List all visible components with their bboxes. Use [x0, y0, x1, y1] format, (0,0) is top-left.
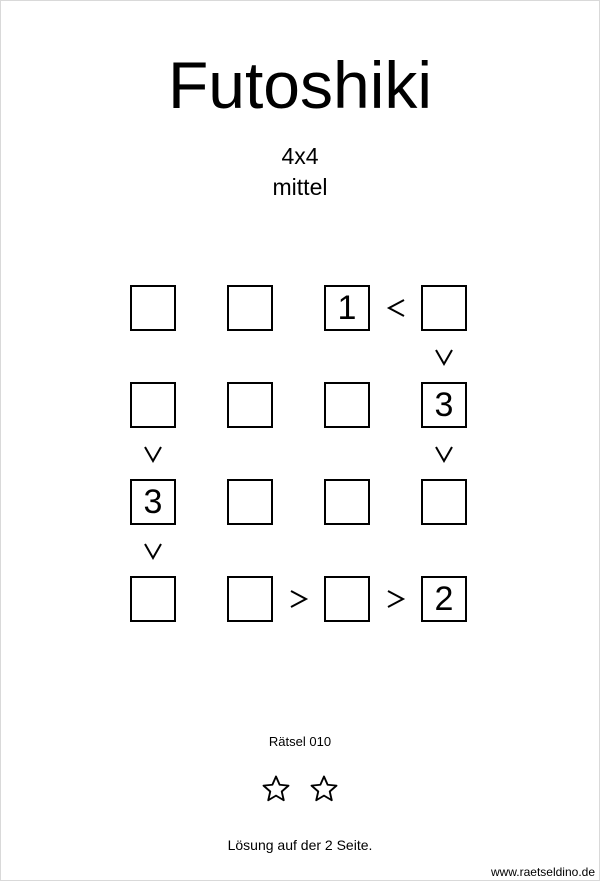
grid-cell[interactable]: [421, 479, 467, 525]
grid-cell: 2: [421, 576, 467, 622]
solution-note: Lösung auf der 2 Seite.: [227, 837, 373, 853]
grid-cell[interactable]: [227, 285, 273, 331]
grid-size-label: 4x4: [281, 143, 319, 169]
grid-cell[interactable]: [324, 479, 370, 525]
greater-than-sign: [384, 587, 408, 611]
difficulty-stars: [1, 774, 599, 804]
grid-cell[interactable]: [421, 285, 467, 331]
star-outline-icon: [261, 774, 291, 804]
grid-cell: 3: [130, 479, 176, 525]
greater-than-vertical-sign: [432, 345, 456, 369]
greater-than-vertical-sign: [141, 442, 165, 466]
grid-cell[interactable]: [130, 285, 176, 331]
greater-than-vertical-sign: [432, 442, 456, 466]
less-than-sign: [384, 296, 408, 320]
grid-cell[interactable]: [227, 479, 273, 525]
puzzle-number: Rätsel 010: [268, 734, 332, 749]
greater-than-vertical-sign: [141, 539, 165, 563]
grid-cell: 1: [324, 285, 370, 331]
page-title: Futoshiki: [167, 48, 433, 122]
grid-cell[interactable]: [324, 576, 370, 622]
grid-cell[interactable]: [227, 382, 273, 428]
website-url: www.raetseldino.de: [490, 865, 595, 879]
grid-cell: 3: [421, 382, 467, 428]
grid-cell[interactable]: [324, 382, 370, 428]
grid-cell[interactable]: [130, 382, 176, 428]
grid-cell[interactable]: [227, 576, 273, 622]
difficulty-label: mittel: [272, 174, 328, 200]
greater-than-sign: [287, 587, 311, 611]
star-outline-icon: [309, 774, 339, 804]
grid-cell[interactable]: [130, 576, 176, 622]
